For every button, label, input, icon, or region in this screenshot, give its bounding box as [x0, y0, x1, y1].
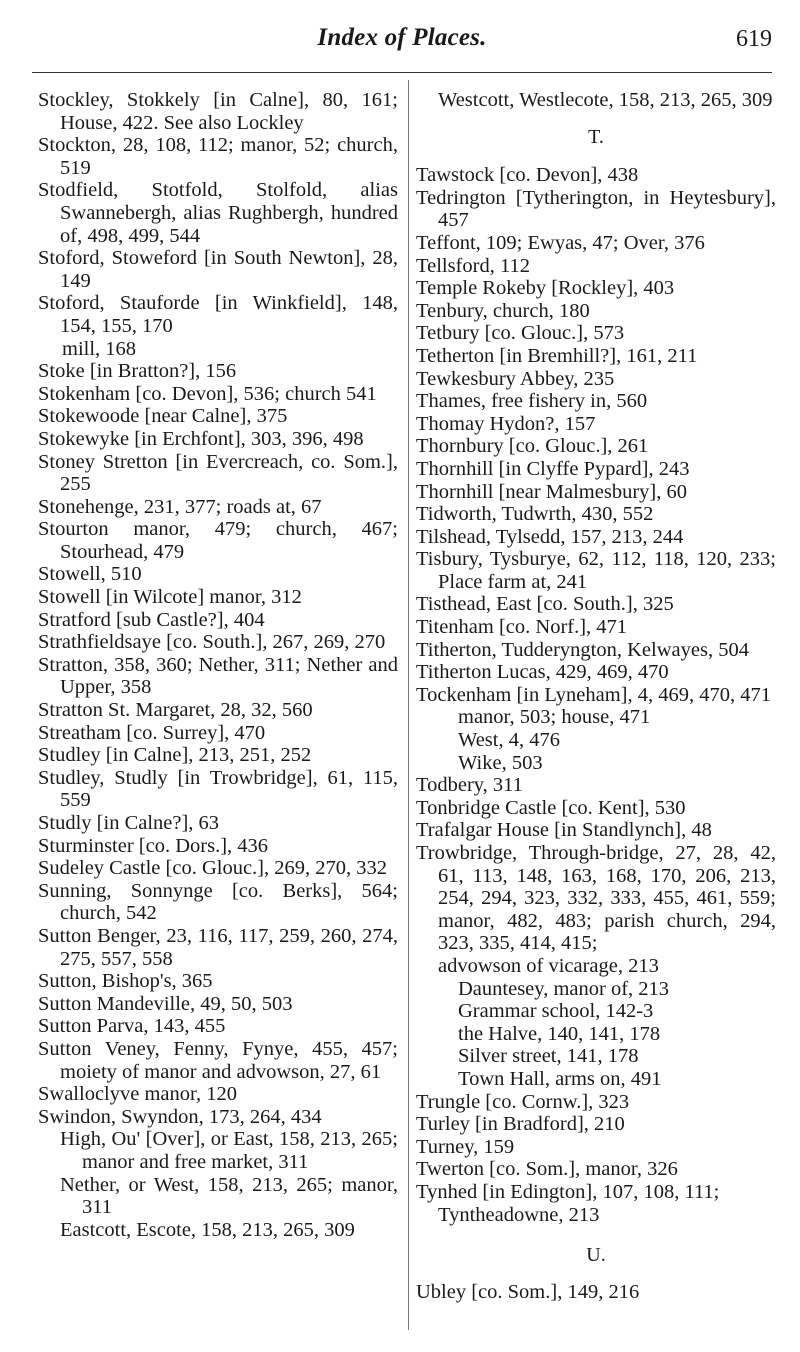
index-entry: Swindon, Swyndon, 173, 264, 434: [38, 1105, 322, 1128]
index-entry: Stowell [in Wilcote] manor, 312: [38, 586, 302, 609]
index-entry: Todbery, 311: [416, 774, 523, 797]
index-entry: Trafalgar House [in Standlynch], 48: [416, 819, 712, 842]
page-title: Index of Places.: [317, 24, 487, 51]
index-entry: Sutton Parva, 143, 455: [38, 1015, 226, 1038]
index-entry: Eastcott, Escote, 158, 213, 265, 309: [60, 1218, 355, 1241]
index-entry: Tewkesbury Abbey, 235: [416, 367, 615, 390]
left-column: [38, 89, 398, 1241]
entries-u: [416, 1281, 776, 1304]
index-entry: Titherton, Tudderyngton, Kelwayes, 504: [416, 638, 749, 661]
index-entry: Sturminster [co. Dors.], 436: [38, 834, 269, 857]
index-entry: Westcott, Westlecote, 158, 213, 265, 309: [438, 89, 773, 111]
index-entry: Dauntesey, manor of, 213: [458, 977, 670, 1000]
index-entry: the Halve, 140, 141, 178: [458, 1022, 661, 1045]
index-entry: Temple Rokeby [Rockley], 403: [416, 277, 675, 300]
right-column-continuation: [416, 89, 776, 112]
index-entry: Stockley, Stokkely [in Calne], 80, 161; House, 422. See also Lockley: [38, 89, 398, 134]
index-entry: Stoney Stretton [in Evercreach, co. Som.], 255: [38, 450, 398, 496]
page-number: 619: [736, 26, 772, 52]
index-entry: Tyntheadowne, 213: [438, 1203, 600, 1226]
index-entry: West, 4, 476: [458, 729, 560, 752]
index-entry: Tynhed [in Edington], 107, 108, 111;: [416, 1180, 720, 1203]
index-entry: Stodfield, Stotfold, Stolfold, alias Swannebergh, alias Rughbergh, hundred of, 498, 499, 544: [38, 179, 398, 247]
column-divider: [408, 80, 409, 1330]
index-entry: Stoford, Stoweford [in South Newton], 28, 149: [38, 247, 398, 292]
index-entry: Trowbridge, Through-bridge, 27, 28, 42, 61, 113, 148, 163, 168, 170, 206, 213, 254, 294, 323, 332, 333, 455, 461, 559; manor, 482, 483; parish church, 294, 323, 335, 414, 415;: [416, 842, 776, 955]
index-entry: Sutton Mandeville, 49, 50, 503: [38, 992, 293, 1015]
index-entry: Wike, 503: [458, 751, 543, 774]
index-entry: Tetbury [co. Glouc.], 573: [416, 322, 625, 345]
index-entry: Stokewoode [near Calne], 375: [38, 405, 288, 428]
index-entry: Tisbury, Tysburye, 62, 112, 118, 120, 233; Place farm at, 241: [416, 548, 776, 593]
index-entry: Stratton, 358, 360; Nether, 311; Nether and Upper, 358: [38, 653, 398, 699]
index-entry: Tellsford, 112: [416, 254, 530, 277]
index-entry: Sutton Benger, 23, 116, 117, 259, 260, 274, 275, 557, 558: [38, 924, 398, 970]
index-entry: Streatham [co. Surrey], 470: [38, 721, 266, 744]
index-entry: Stoke [in Bratton?], 156: [38, 360, 237, 383]
index-entry: Tetherton [in Bremhill?], 161, 211: [416, 344, 698, 367]
index-entry: Studley, Studly [in Trowbridge], 61, 115, 559: [38, 766, 398, 812]
index-entry: Tilshead, Tylsedd, 157, 213, 244: [416, 525, 684, 548]
index-entry: Teffont, 109; Ewyas, 47; Over, 376: [416, 231, 705, 254]
index-entry: Tawstock [co. Devon], 438: [416, 164, 639, 187]
index-entry: Tisthead, East [co. South.], 325: [416, 593, 674, 616]
index-entry: Sutton, Bishop's, 365: [38, 970, 213, 993]
index-entry: Sunning, Sonnynge [co. Berks], 564; church, 542: [38, 879, 398, 925]
index-entry: Thomay Hydon?, 157: [416, 412, 596, 435]
index-entry: Studly [in Calne?], 63: [38, 812, 220, 834]
index-entry: Trungle [co. Cornw.], 323: [416, 1090, 630, 1113]
index-entry: High, Ou' [Over], or East, 158, 213, 265; manor and free market, 311: [60, 1128, 398, 1173]
index-entry: Stonehenge, 231, 377; roads at, 67: [38, 495, 322, 518]
index-entry: Stokenham [co. Devon], 536; church 541: [38, 382, 377, 405]
index-entry: mill, 168: [62, 337, 137, 360]
index-entry: Nether, or West, 158, 213, 265; manor, 311: [60, 1173, 398, 1219]
index-entry: Titenham [co. Norf.], 471: [416, 616, 628, 639]
index-entry: Swalloclyve manor, 120: [38, 1083, 238, 1106]
letter-heading-t: T.: [588, 125, 604, 148]
entries-t: [416, 164, 776, 1226]
index-entry: Stoford, Stauforde [in Winkfield], 148, 154, 155, 170: [38, 292, 398, 337]
index-entry: Tidworth, Tudwrth, 430, 552: [416, 503, 654, 526]
letter-heading-u: U.: [586, 1244, 606, 1267]
index-entry: Grammar school, 142-3: [458, 1000, 654, 1023]
index-entry: Stratton St. Margaret, 28, 32, 560: [38, 699, 313, 722]
index-entry: Stokewyke [in Erchfont], 303, 396, 498: [38, 427, 364, 450]
index-entry: Tedrington [Tytherington, in Heytesbury], 457: [416, 186, 776, 232]
index-entry: Sudeley Castle [co. Glouc.], 269, 270, 332: [38, 857, 388, 880]
index-entry: Ubley [co. Som.], 149, 216: [416, 1280, 640, 1303]
index-entry: Turney, 159: [416, 1135, 515, 1158]
header-rule: [32, 72, 772, 73]
index-entry: Thames, free fishery in, 560: [416, 390, 648, 413]
index-entry: manor, 503; house, 471: [458, 706, 651, 729]
index-entry: Stowell, 510: [38, 563, 142, 586]
index-entry: Thornbury [co. Glouc.], 261: [416, 435, 649, 458]
index-entry: Tonbridge Castle [co. Kent], 530: [416, 796, 686, 819]
index-entry: Studley [in Calne], 213, 251, 252: [38, 744, 312, 767]
index-entry: Silver street, 141, 178: [458, 1045, 639, 1068]
index-entry: Tockenham [in Lyneham], 4, 469, 470, 471: [416, 683, 771, 706]
index-entry: Titherton Lucas, 429, 469, 470: [416, 661, 669, 684]
index-entry: Strathfieldsaye [co. South.], 267, 269, 270: [38, 631, 386, 654]
right-column: [416, 89, 776, 1303]
index-entry: Twerton [co. Som.], manor, 326: [416, 1158, 678, 1181]
index-entry: Stourton manor, 479; church, 467; Stourhead, 479: [38, 518, 398, 563]
index-entry: Tenbury, church, 180: [416, 299, 590, 322]
index-entry: Stockton, 28, 108, 112; manor, 52; church, 519: [38, 134, 398, 179]
index-entry: Sutton Veney, Fenny, Fynye, 455, 457; moiety of manor and advowson, 27, 61: [38, 1037, 398, 1083]
index-entry: Thornhill [near Malmesbury], 60: [416, 480, 687, 503]
index-entry: Stratford [sub Castle?], 404: [38, 608, 265, 631]
index-entry: Turley [in Bradford], 210: [416, 1113, 625, 1136]
index-entry: Thornhill [in Clyffe Pypard], 243: [416, 457, 690, 480]
index-entry: Town Hall, arms on, 491: [458, 1067, 662, 1090]
index-entry: advowson of vicarage, 213: [438, 954, 659, 977]
page-header: [32, 24, 772, 64]
